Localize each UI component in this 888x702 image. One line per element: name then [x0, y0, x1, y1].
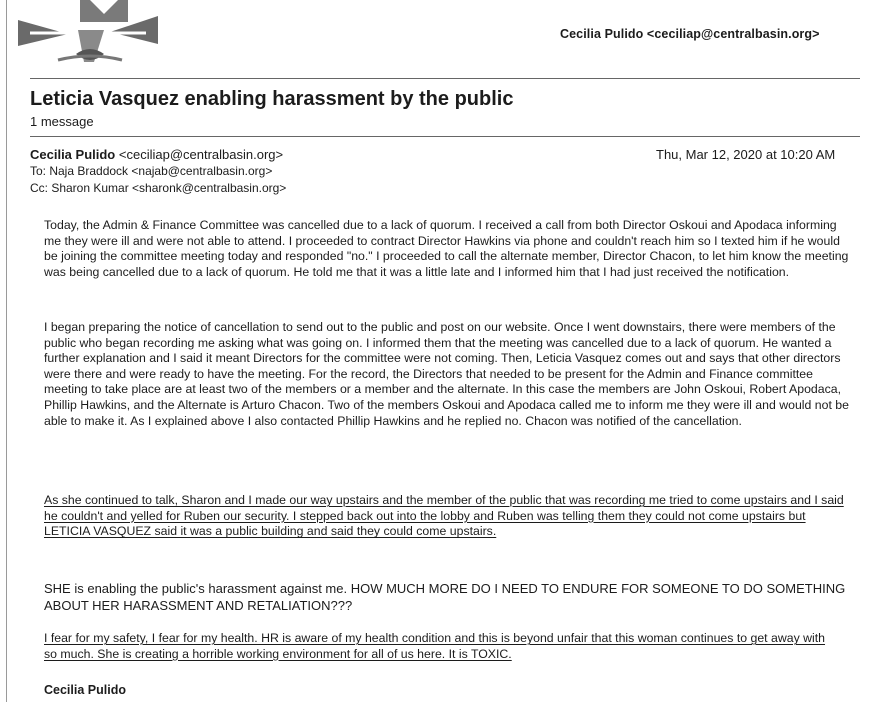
organization-logo: [18, 0, 158, 72]
cc-line: Cc: Sharon Kumar <sharonk@centralbasin.org>: [30, 181, 287, 195]
to-line: To: Naja Braddock <najab@centralbasin.org>: [30, 164, 273, 178]
page-left-edge: [6, 0, 7, 702]
header-sender: Cecilia Pulido <ceciliap@centralbasin.org>: [560, 27, 820, 41]
body-paragraph-5: I fear for my safety, I fear for my health. HR is aware of my health condition and this is beyond unfair that this woman continues to get away with so much. She is creating a horrible working environment for all of us here. It is TOXIC.: [44, 631, 826, 661]
body-paragraph-1: Today, the Admin & Finance Committee was cancelled due to a lack of quorum. I received a call from both Director Oskoui and Apodaca informing me they were ill and were not able to attend. I proceeded to contract Director Hawkins via phone and couldn't reach him so I texted him if he would be joining the committee meeting today and responded "no." I proceeded to call the alternate member, Director Chacon, to let him know the meeting was being cancelled due to a lack of quorum. He told me that it was a little late and I informed him that I had just received the notification.: [44, 218, 849, 279]
header-divider: [30, 78, 860, 79]
from-address: <ceciliap@centralbasin.org>: [118, 147, 284, 162]
body-paragraph-3: As she continued to talk, Sharon and I made our way upstairs and the member of the public that was recording me tried to come upstairs and I said he couldn't and yelled for Ruben our security. I stepped back out into the lobby and Ruben was telling them they could not come upstairs but LETICIA VASQUEZ said it was a public building and said they could come upstairs.: [44, 493, 844, 539]
email-subject: Leticia Vasquez enabling harassment by the public: [30, 88, 514, 110]
from-name: Cecilia Pulido: [30, 147, 116, 162]
body-paragraph-4: SHE is enabling the public's harassment against me. HOW MUCH MORE DO I NEED TO ENDURE FOR SOMEONE TO DO SOMETHING ABOUT HER HARASSMENT AND RETALIATION???: [44, 581, 846, 613]
signature: Cecilia Pulido: [44, 683, 126, 697]
email-date: Thu, Mar 12, 2020 at 10:20 AM: [656, 147, 836, 162]
body-paragraph-2: I began preparing the notice of cancellation to send out to the public and post on our website. Once I went downstairs, there were members of the public who began recording me asking what was going on. I informed them that the meeting was cancelled due to a lack of quorum. He wanted a further explanation and I said it meant Directors for the committee were not coming. Then, Leticia Vasquez comes out and says that other directors were there and were ready to have the meeting. For the record, the Directors that needed to be present for the Admin and Finance committee meeting to take place are at least two of the members or a member and the alternate. In this case the members are John Oskoui, Robert Apodaca, Phillip Hawkins, and the Alternate is Arturo Chacon. Two of the members Oskoui and Apodaca called me to inform me they were ill and would not be able to make it. As I explained above I also contacted Phillip Hawkins and he replied no. Chacon was notified of the cancellation.: [44, 320, 849, 428]
from-line: [30, 147, 283, 162]
message-count: 1 message: [30, 114, 94, 129]
subject-divider: [30, 136, 860, 137]
